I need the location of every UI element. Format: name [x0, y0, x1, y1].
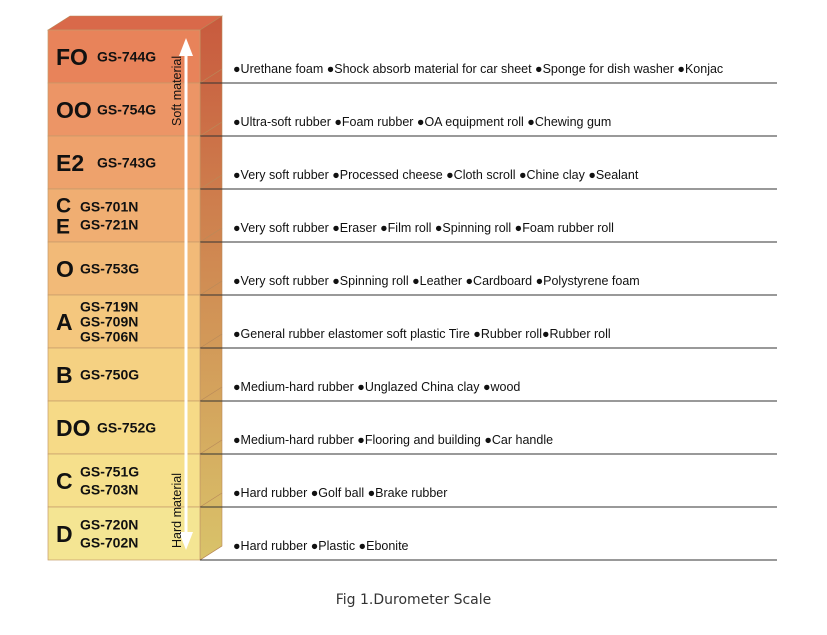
row-model-label: GS-753G	[80, 260, 140, 277]
row-model-label: GS-702N	[80, 534, 139, 551]
scale-row	[48, 507, 777, 560]
row-type-label: FO	[56, 43, 88, 70]
scale-row	[48, 242, 777, 295]
row-type-label: O	[56, 255, 74, 282]
row-type-label: D	[56, 520, 73, 547]
row-type-label: E2	[56, 149, 85, 176]
row-type-label: OO	[56, 96, 92, 123]
hard-material-label: Hard material	[170, 472, 184, 548]
row-model-label: GS-706N	[80, 328, 139, 345]
scale-row	[48, 189, 777, 242]
row-type-label: C	[56, 467, 73, 494]
row-uses-text: ●Hard rubber ●Plastic ●Ebonite	[233, 539, 409, 553]
row-type-label: E	[56, 215, 71, 239]
scale-row	[48, 295, 777, 348]
row-model-label: GS-703N	[80, 481, 139, 498]
row-uses-text: ●Medium-hard rubber ●Unglazed China clay ●wood	[233, 380, 521, 394]
row-model-label: GS-701N	[80, 198, 139, 215]
row-model-label: GS-744G	[97, 48, 157, 65]
row-uses-text: ●Ultra-soft rubber ●Foam rubber ●OA equipment roll ●Chewing gum	[233, 115, 612, 129]
row-type-label: B	[56, 361, 73, 388]
scale-row	[48, 401, 777, 454]
row-uses-text: ●Urethane foam ●Shock absorb material for car sheet ●Sponge for dish washer ●Konjac	[233, 62, 724, 76]
row-model-label: GS-721N	[80, 216, 139, 233]
row-uses-text: ●Hard rubber ●Golf ball ●Brake rubber	[233, 486, 448, 500]
row-model-label: GS-754G	[97, 101, 157, 118]
row-uses-text: ●Medium-hard rubber ●Flooring and building ●Car handle	[233, 433, 554, 447]
row-uses-text: ●Very soft rubber ●Processed cheese ●Cloth scroll ●Chine clay ●Sealant	[233, 168, 639, 182]
row-model-label: GS-743G	[97, 154, 157, 171]
row-model-label: GS-752G	[97, 419, 157, 436]
scale-row	[48, 348, 777, 401]
row-uses-text: ●Very soft rubber ●Spinning roll ●Leather ●Cardboard ●Polystyrene foam	[233, 274, 640, 288]
row-model-label: GS-751G	[80, 463, 140, 480]
row-type-label: A	[56, 308, 73, 335]
scale-row	[48, 136, 777, 189]
row-type-label: DO	[56, 414, 91, 441]
scale-rows	[48, 16, 777, 560]
figure-caption: Fig 1.Durometer Scale	[335, 592, 492, 608]
row-model-label: GS-719N	[80, 298, 139, 315]
scale-row	[48, 454, 777, 507]
scale-row	[48, 30, 777, 83]
row-uses-text: ●General rubber elastomer soft plastic Tire ●Rubber roll●Rubber roll	[233, 327, 611, 341]
row-type-label: C	[56, 194, 72, 218]
row-model-label: GS-750G	[80, 366, 140, 383]
scale-row	[48, 83, 777, 136]
row-uses-text: ●Very soft rubber ●Eraser ●Film roll ●Spinning roll ●Foam rubber roll	[233, 221, 614, 235]
soft-material-label: Soft material	[170, 55, 184, 126]
row-model-label: GS-720N	[80, 516, 139, 533]
row-model-label: GS-709N	[80, 313, 139, 330]
column-top-face	[48, 16, 222, 30]
